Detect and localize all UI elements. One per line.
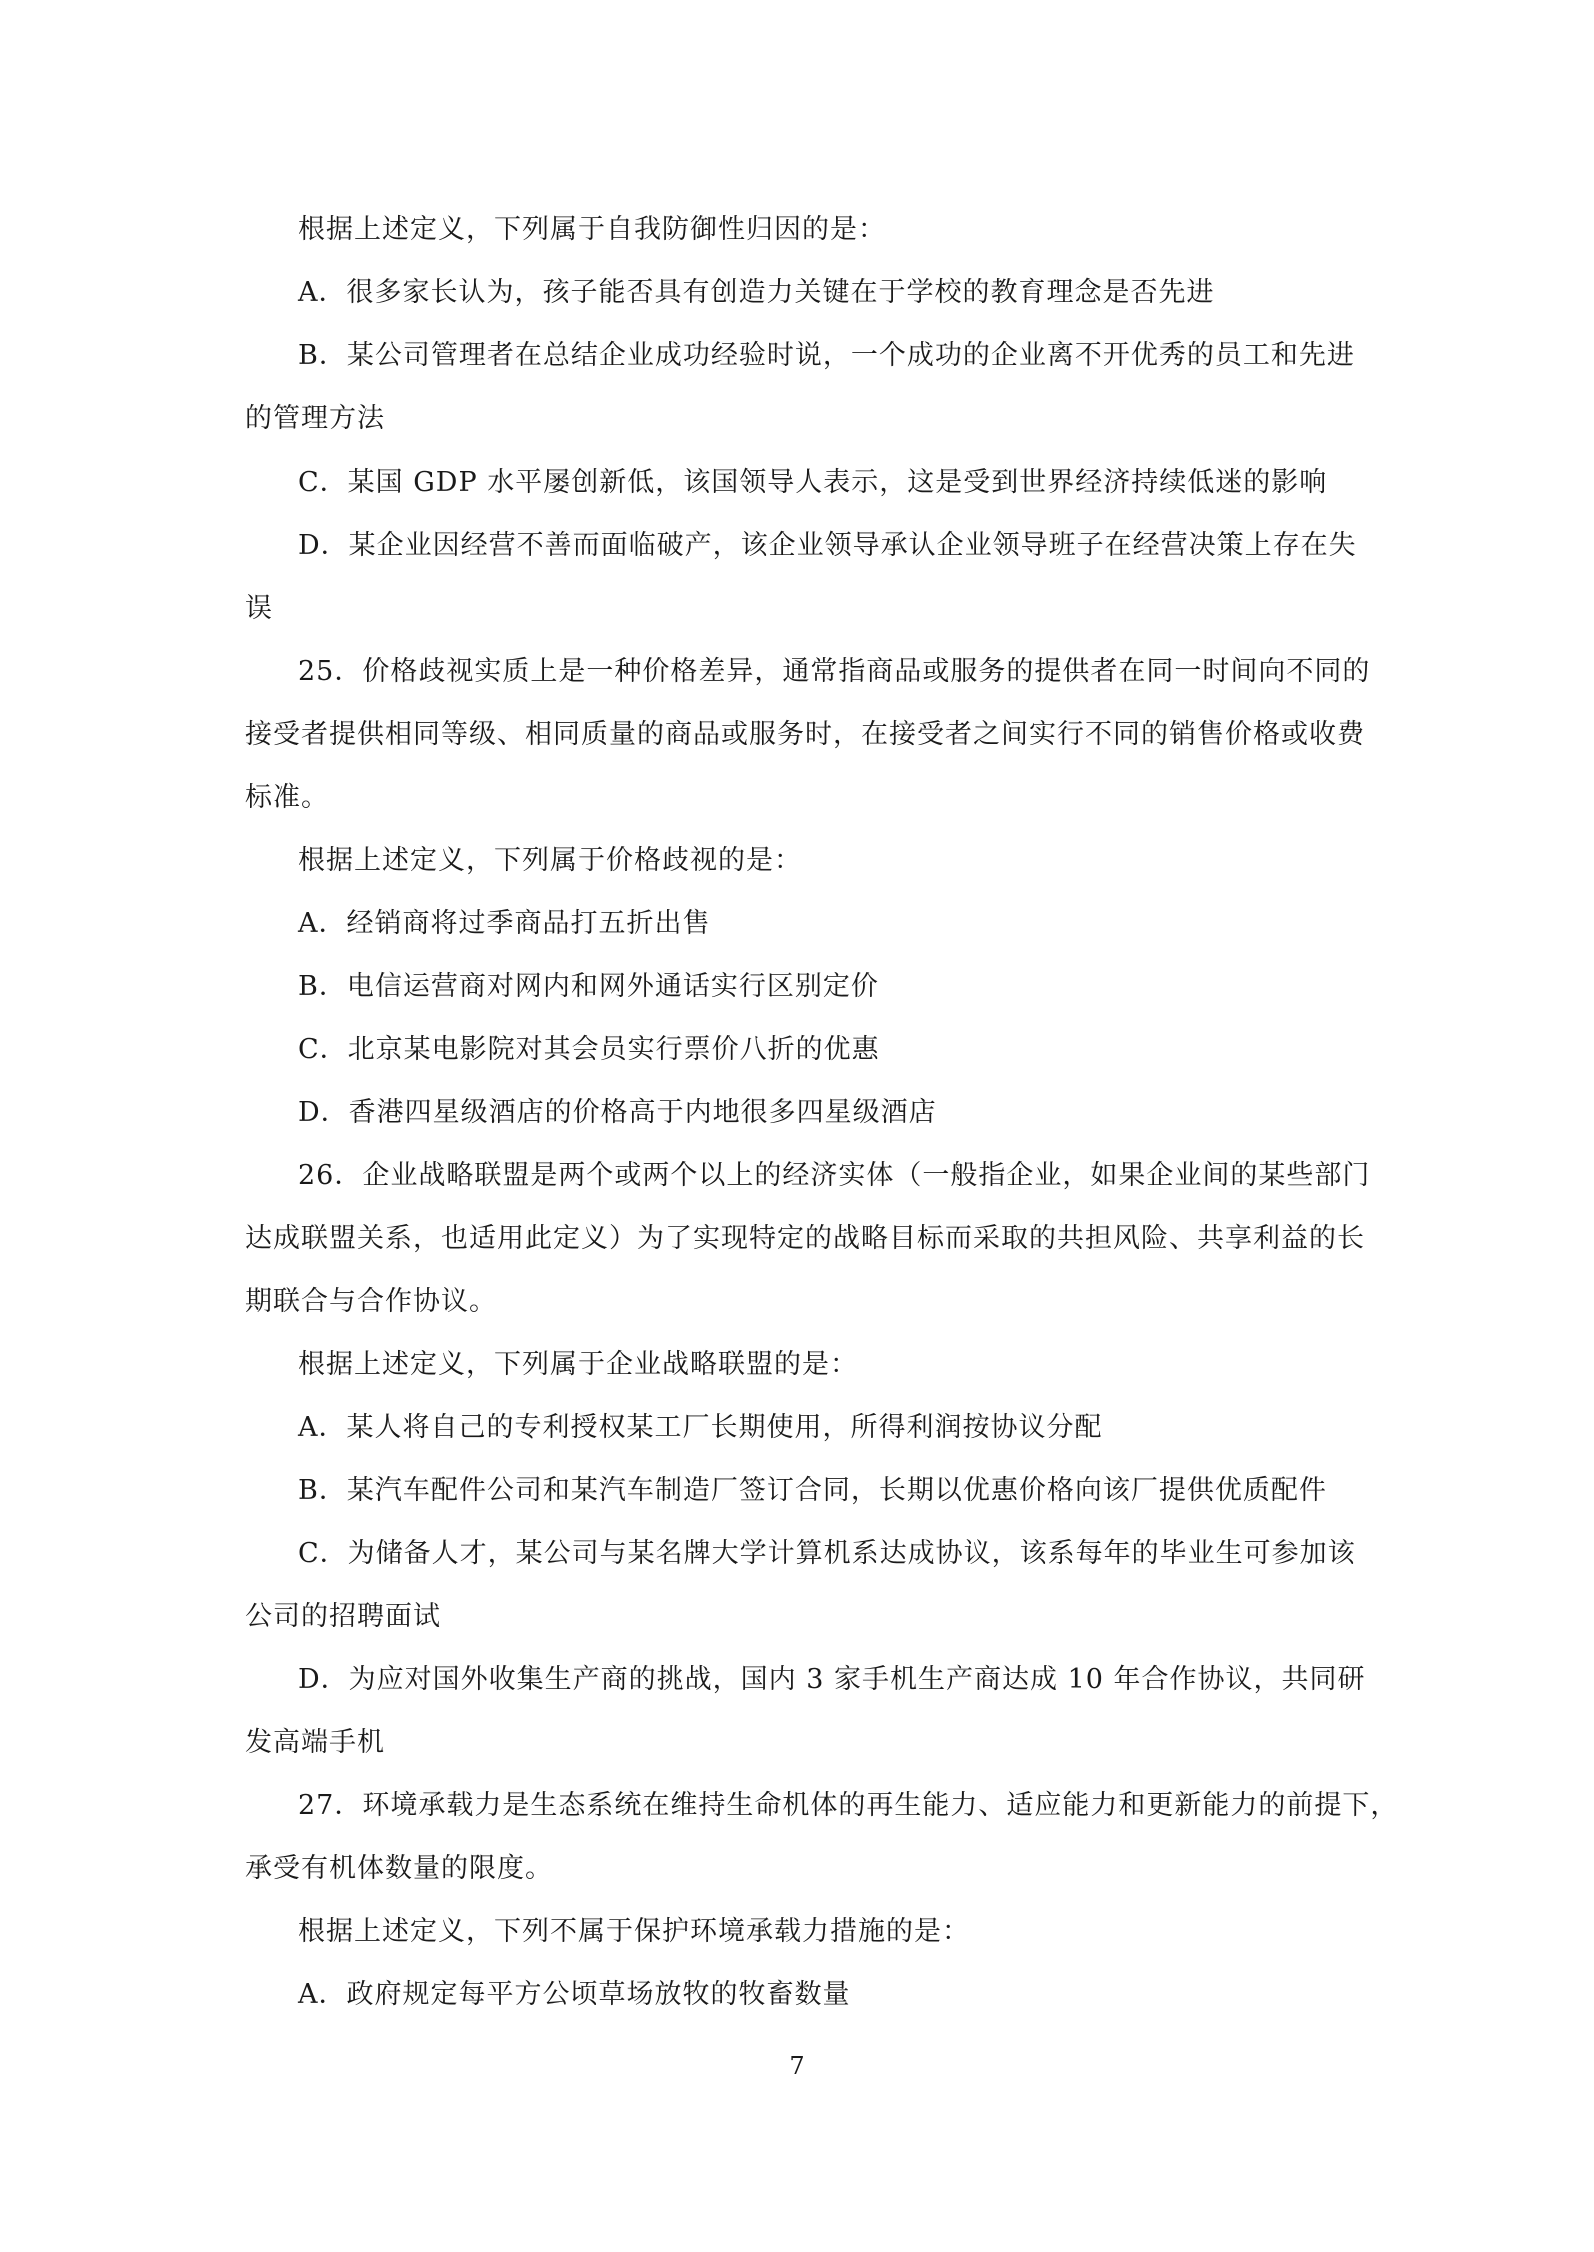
question-26-prompt: 根据上述定义，下列属于企业战略联盟的是： xyxy=(298,1349,858,1380)
page-number: 7 xyxy=(789,2052,805,2080)
question-25-definition: 25．价格歧视实质上是一种价格差异，通常指商品或服务的提供者在同一时间向不同的 xyxy=(298,656,1371,687)
question-25-option-d: D．香港四星级酒店的价格高于内地很多四星级酒店 xyxy=(298,1097,937,1128)
question-26-definition-line-3: 期联合与合作协议。 xyxy=(245,1286,497,1317)
question-26-option-c: C．为储备人才，某公司与某名牌大学计算机系达成协议，该系每年的毕业生可参加该 xyxy=(298,1538,1356,1569)
question-27-prompt: 根据上述定义，下列不属于保护环境承载力措施的是： xyxy=(298,1916,970,1947)
question-25-definition-line-2: 接受者提供相同等级、相同质量的商品或服务时，在接受者之间实行不同的销售价格或收费 xyxy=(245,719,1365,750)
question-26-definition-line-2: 达成联盟关系，也适用此定义）为了实现特定的战略目标而采取的共担风险、共享利益的长 xyxy=(245,1223,1365,1254)
question-24-option-a: A．很多家长认为，孩子能否具有创造力关键在于学校的教育理念是否先进 xyxy=(298,277,1215,308)
question-25-option-b: B．电信运营商对网内和网外通话实行区别定价 xyxy=(298,971,879,1002)
question-24-option-d: D．某企业因经营不善而面临破产，该企业领导承认企业领导班子在经营决策上存在失 xyxy=(298,530,1357,561)
question-27-option-a: A．政府规定每平方公顷草场放牧的牧畜数量 xyxy=(298,1979,851,2010)
question-25-option-a: A．经销商将过季商品打五折出售 xyxy=(298,908,711,939)
question-26-option-a: A．某人将自己的专利授权某工厂长期使用，所得利润按协议分配 xyxy=(298,1412,1103,1443)
question-26-option-b: B．某汽车配件公司和某汽车制造厂签订合同，长期以优惠价格向该厂提供优质配件 xyxy=(298,1475,1327,1506)
question-26-definition: 26．企业战略联盟是两个或两个以上的经济实体（一般指企业，如果企业间的某些部门 xyxy=(298,1160,1371,1191)
question-26-option-c-continued: 公司的招聘面试 xyxy=(245,1601,441,1632)
question-24-prompt: 根据上述定义，下列属于自我防御性归因的是： xyxy=(298,214,886,245)
question-24-option-b: B．某公司管理者在总结企业成功经验时说，一个成功的企业离不开优秀的员工和先进 xyxy=(298,340,1355,371)
question-24-option-c: C．某国 GDP 水平屡创新低，该国领导人表示，这是受到世界经济持续低迷的影响 xyxy=(298,467,1328,498)
question-27-definition: 27．环境承载力是生态系统在维持生命机体的再生能力、适应能力和更新能力的前提下， xyxy=(298,1790,1399,1821)
question-25-option-c: C．北京某电影院对其会员实行票价八折的优惠 xyxy=(298,1034,880,1065)
question-26-option-d: D．为应对国外收集生产商的挑战，国内 3 家手机生产商达成 10 年合作协议，共同研 xyxy=(298,1664,1366,1695)
question-25-definition-line-3: 标准。 xyxy=(245,782,329,813)
question-24-option-d-continued: 误 xyxy=(245,593,273,624)
question-27-definition-line-2: 承受有机体数量的限度。 xyxy=(245,1853,553,1884)
question-24-option-b-continued: 的管理方法 xyxy=(245,403,385,434)
question-25-prompt: 根据上述定义，下列属于价格歧视的是： xyxy=(298,845,802,876)
question-26-option-d-continued: 发高端手机 xyxy=(245,1727,385,1758)
